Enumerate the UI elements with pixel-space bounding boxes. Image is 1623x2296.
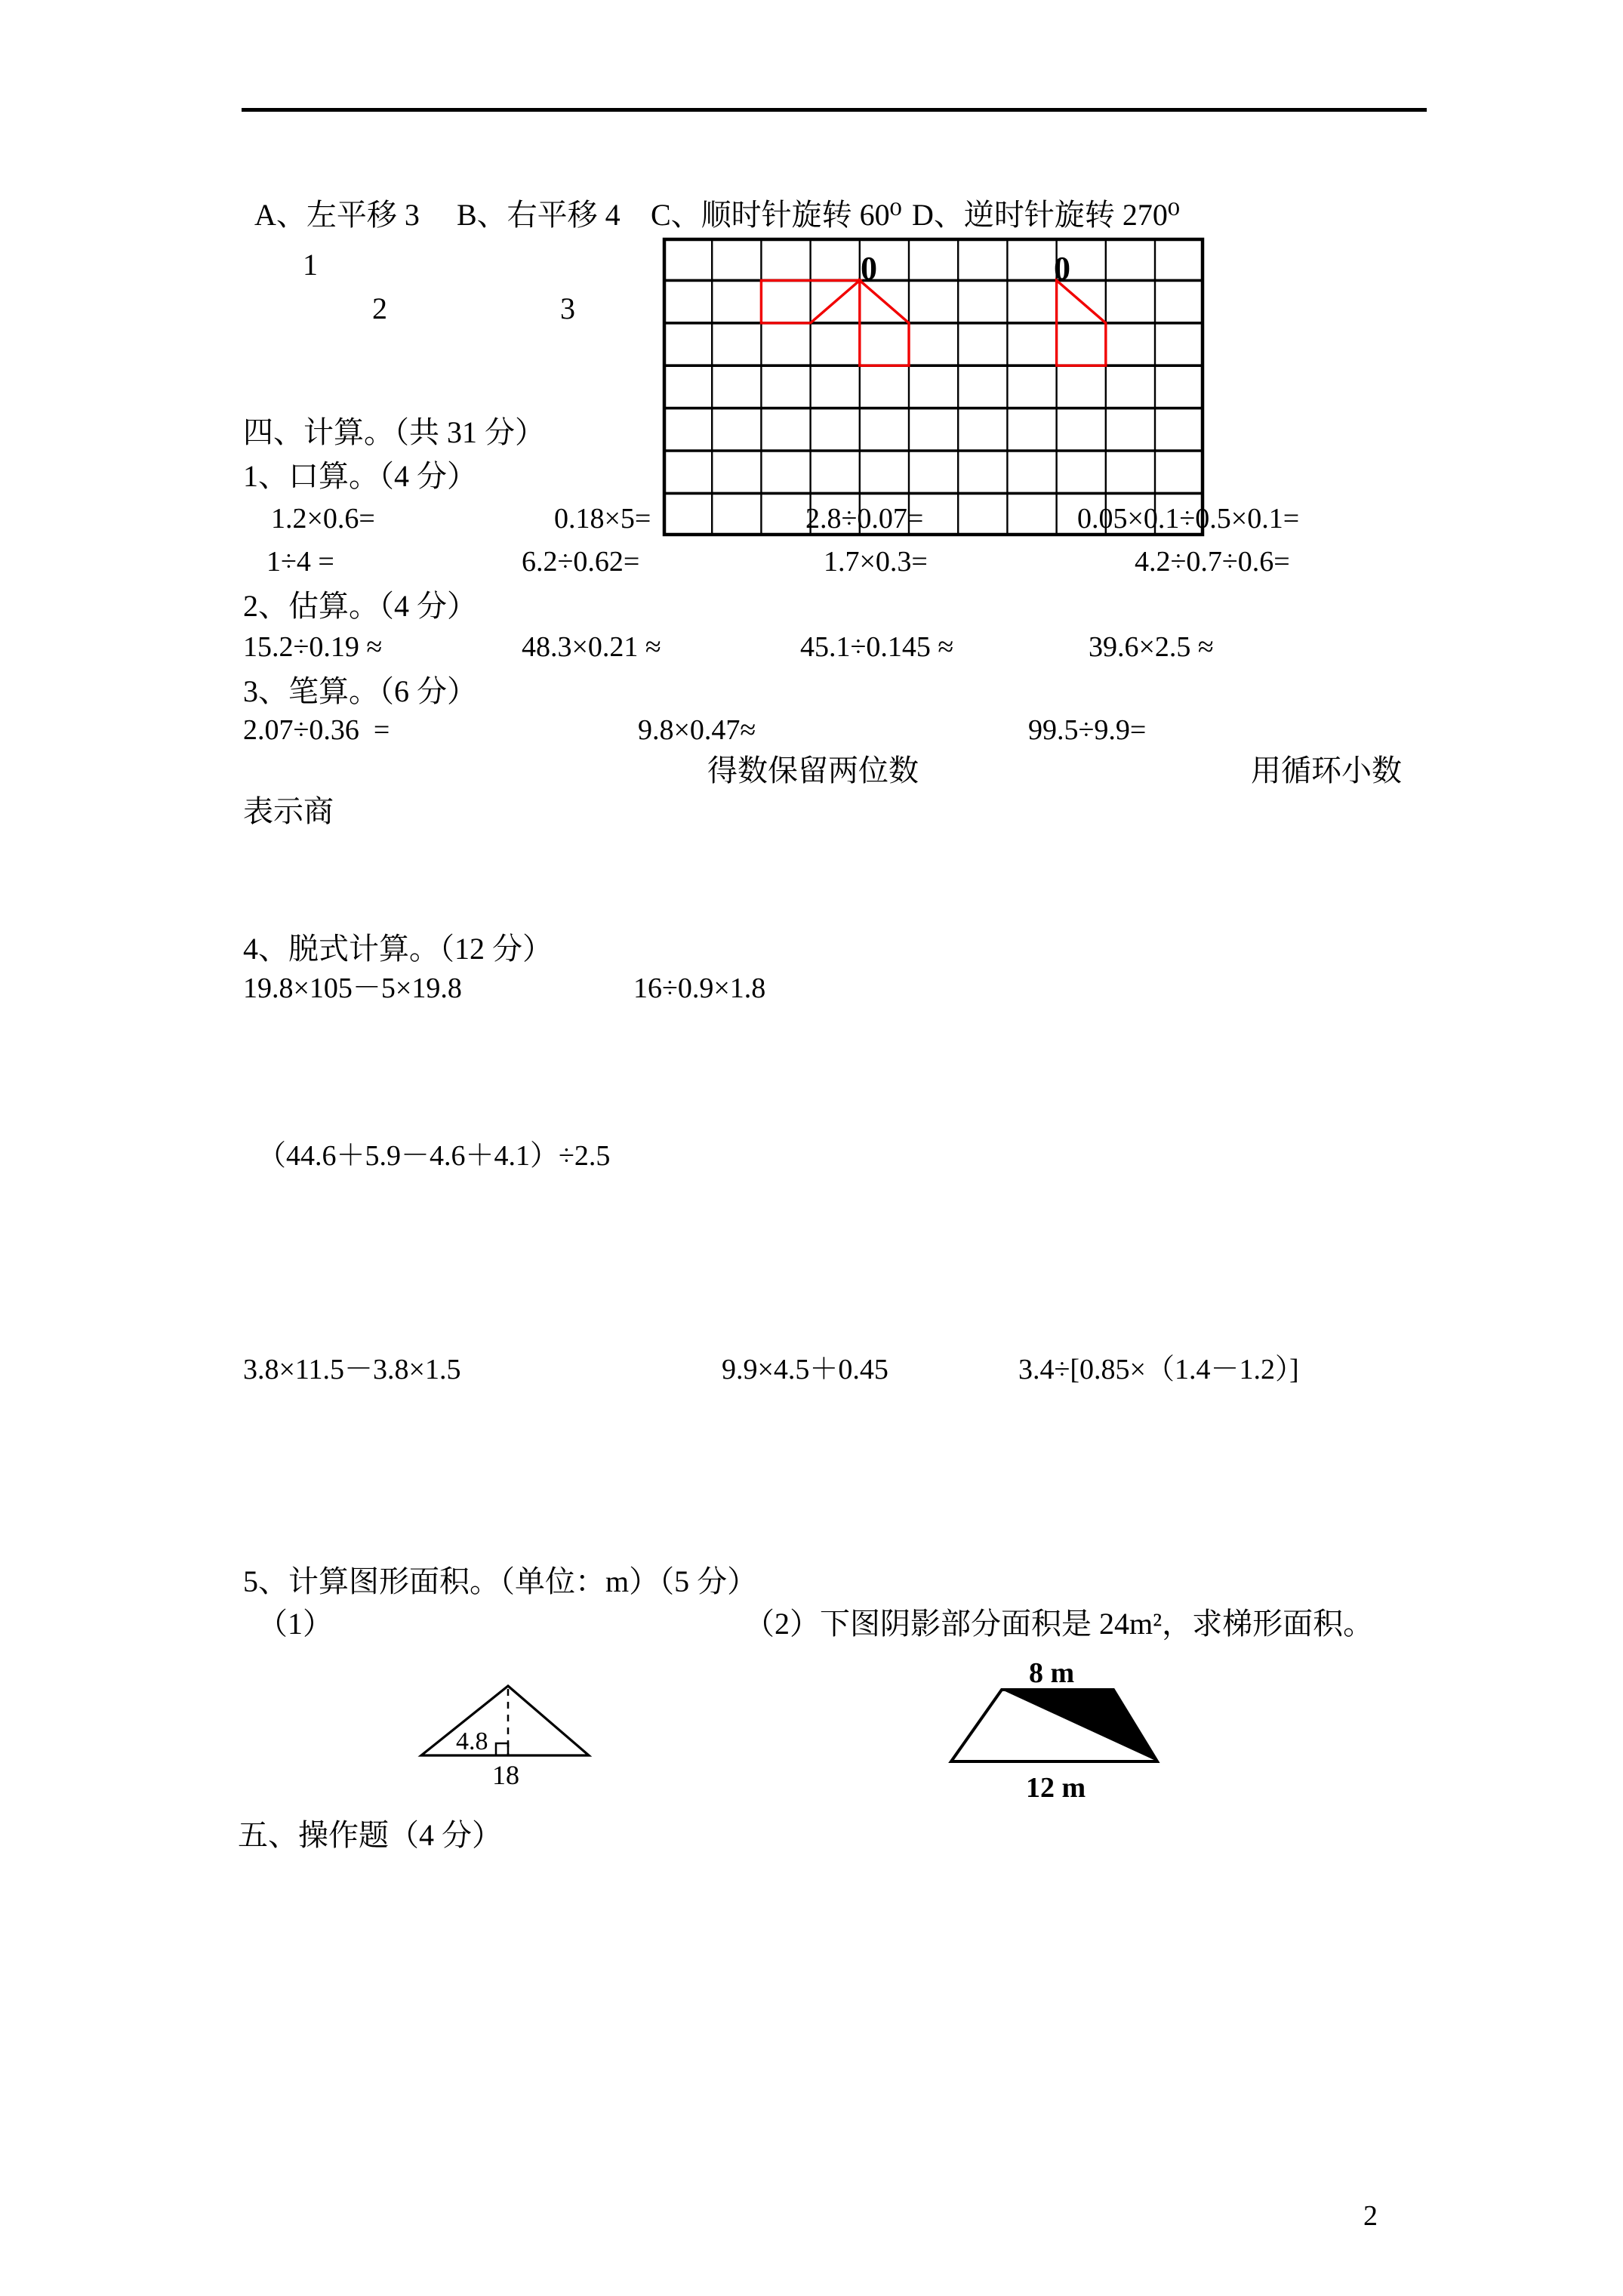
section-4-title: 四、计算。（共 31 分）	[243, 415, 545, 449]
section-5-title: 五、操作题（4 分）	[238, 1818, 502, 1852]
oral-r1c1: 1.2×0.6=	[271, 503, 375, 535]
grid-horizontal-lines	[663, 280, 1204, 493]
written-c3: 99.5÷9.9=	[1028, 714, 1147, 746]
area-item-1: （1）	[257, 1607, 333, 1641]
stepwise-e3: （44.6＋5.9－4.6＋4.1）÷2.5	[257, 1140, 611, 1172]
estimate-c1: 15.2÷0.19 ≈	[243, 631, 383, 663]
trapezoid-bottom-label: 12 m	[1026, 1772, 1086, 1804]
oral-r2c1: 1÷4 =	[266, 546, 334, 578]
written-c1: 2.07÷0.36 =	[243, 714, 390, 746]
triangle-height-label: 4.8	[456, 1727, 488, 1755]
triangle-figure	[408, 1672, 619, 1801]
triangle-base-label: 18	[492, 1760, 519, 1790]
oral-r2c3: 1.7×0.3=	[824, 546, 928, 578]
stepwise-e5: 9.9×4.5＋0.45	[722, 1354, 888, 1385]
grid-vertical-lines	[712, 238, 1155, 536]
trapezoid-figure	[936, 1653, 1185, 1816]
estimate-title: 2、估算。（4 分）	[243, 589, 477, 623]
written-note-keep-two-digits: 得数保留两位数	[707, 754, 919, 787]
oral-r2c4: 4.2÷0.7÷0.6=	[1135, 546, 1290, 578]
written-c2: 9.8×0.47≈	[638, 714, 756, 746]
header-rule	[242, 108, 1427, 112]
stepwise-title: 4、脱式计算。（12 分）	[243, 932, 553, 966]
right-angle-marker	[496, 1743, 508, 1755]
written-calc-title: 3、笔算。（6 分）	[243, 674, 477, 708]
oral-r1c3: 2.8÷0.07=	[805, 503, 924, 535]
option-d: D、逆时针旋转 270⁰	[912, 198, 1180, 232]
trapezoid-top-label: 8 m	[1029, 1657, 1075, 1689]
written-note-repeating-decimal: 用循环小数	[1251, 754, 1402, 787]
stepwise-e4: 3.8×11.5－3.8×1.5	[243, 1354, 461, 1385]
written-note-quotient: 表示商	[243, 794, 334, 828]
estimate-c2: 48.3×0.21 ≈	[522, 631, 661, 663]
grid-border	[664, 239, 1203, 535]
shape-number-1: 1	[303, 248, 318, 282]
shape-number-2: 2	[372, 291, 387, 325]
transformation-grid-figure	[663, 238, 1205, 537]
option-c: C、顺时针旋转 60⁰	[651, 198, 902, 232]
rotation-center-o-2: 0	[1054, 250, 1070, 287]
oral-r1c2: 0.18×5=	[554, 503, 651, 535]
oral-r2c2: 6.2÷0.62=	[522, 546, 640, 578]
page-number: 2	[1363, 2200, 1378, 2232]
rotation-center-o-1: 0	[861, 250, 877, 287]
area-item-2: （2）下图阴影部分面积是 24m²，求梯形面积。	[744, 1607, 1374, 1641]
stepwise-e2: 16÷0.9×1.8	[633, 972, 766, 1004]
option-a: A、左平移 3	[254, 198, 420, 232]
shape-number-3: 3	[560, 291, 575, 325]
estimate-c3: 45.1÷0.145 ≈	[800, 631, 954, 663]
area-title: 5、计算图形面积。（单位：m）（5 分）	[243, 1564, 758, 1598]
estimate-c4: 39.6×2.5 ≈	[1089, 631, 1214, 663]
oral-r1c4: 0.05×0.1÷0.5×0.1=	[1077, 503, 1300, 535]
oral-calc-title: 1、口算。（4 分）	[243, 459, 477, 493]
stepwise-e1: 19.8×105－5×19.8	[243, 972, 462, 1004]
stepwise-e6: 3.4÷[0.85×（1.4－1.2）]	[1018, 1354, 1299, 1385]
triangle-outline	[421, 1686, 589, 1755]
option-b: B、右平移 4	[457, 198, 621, 232]
